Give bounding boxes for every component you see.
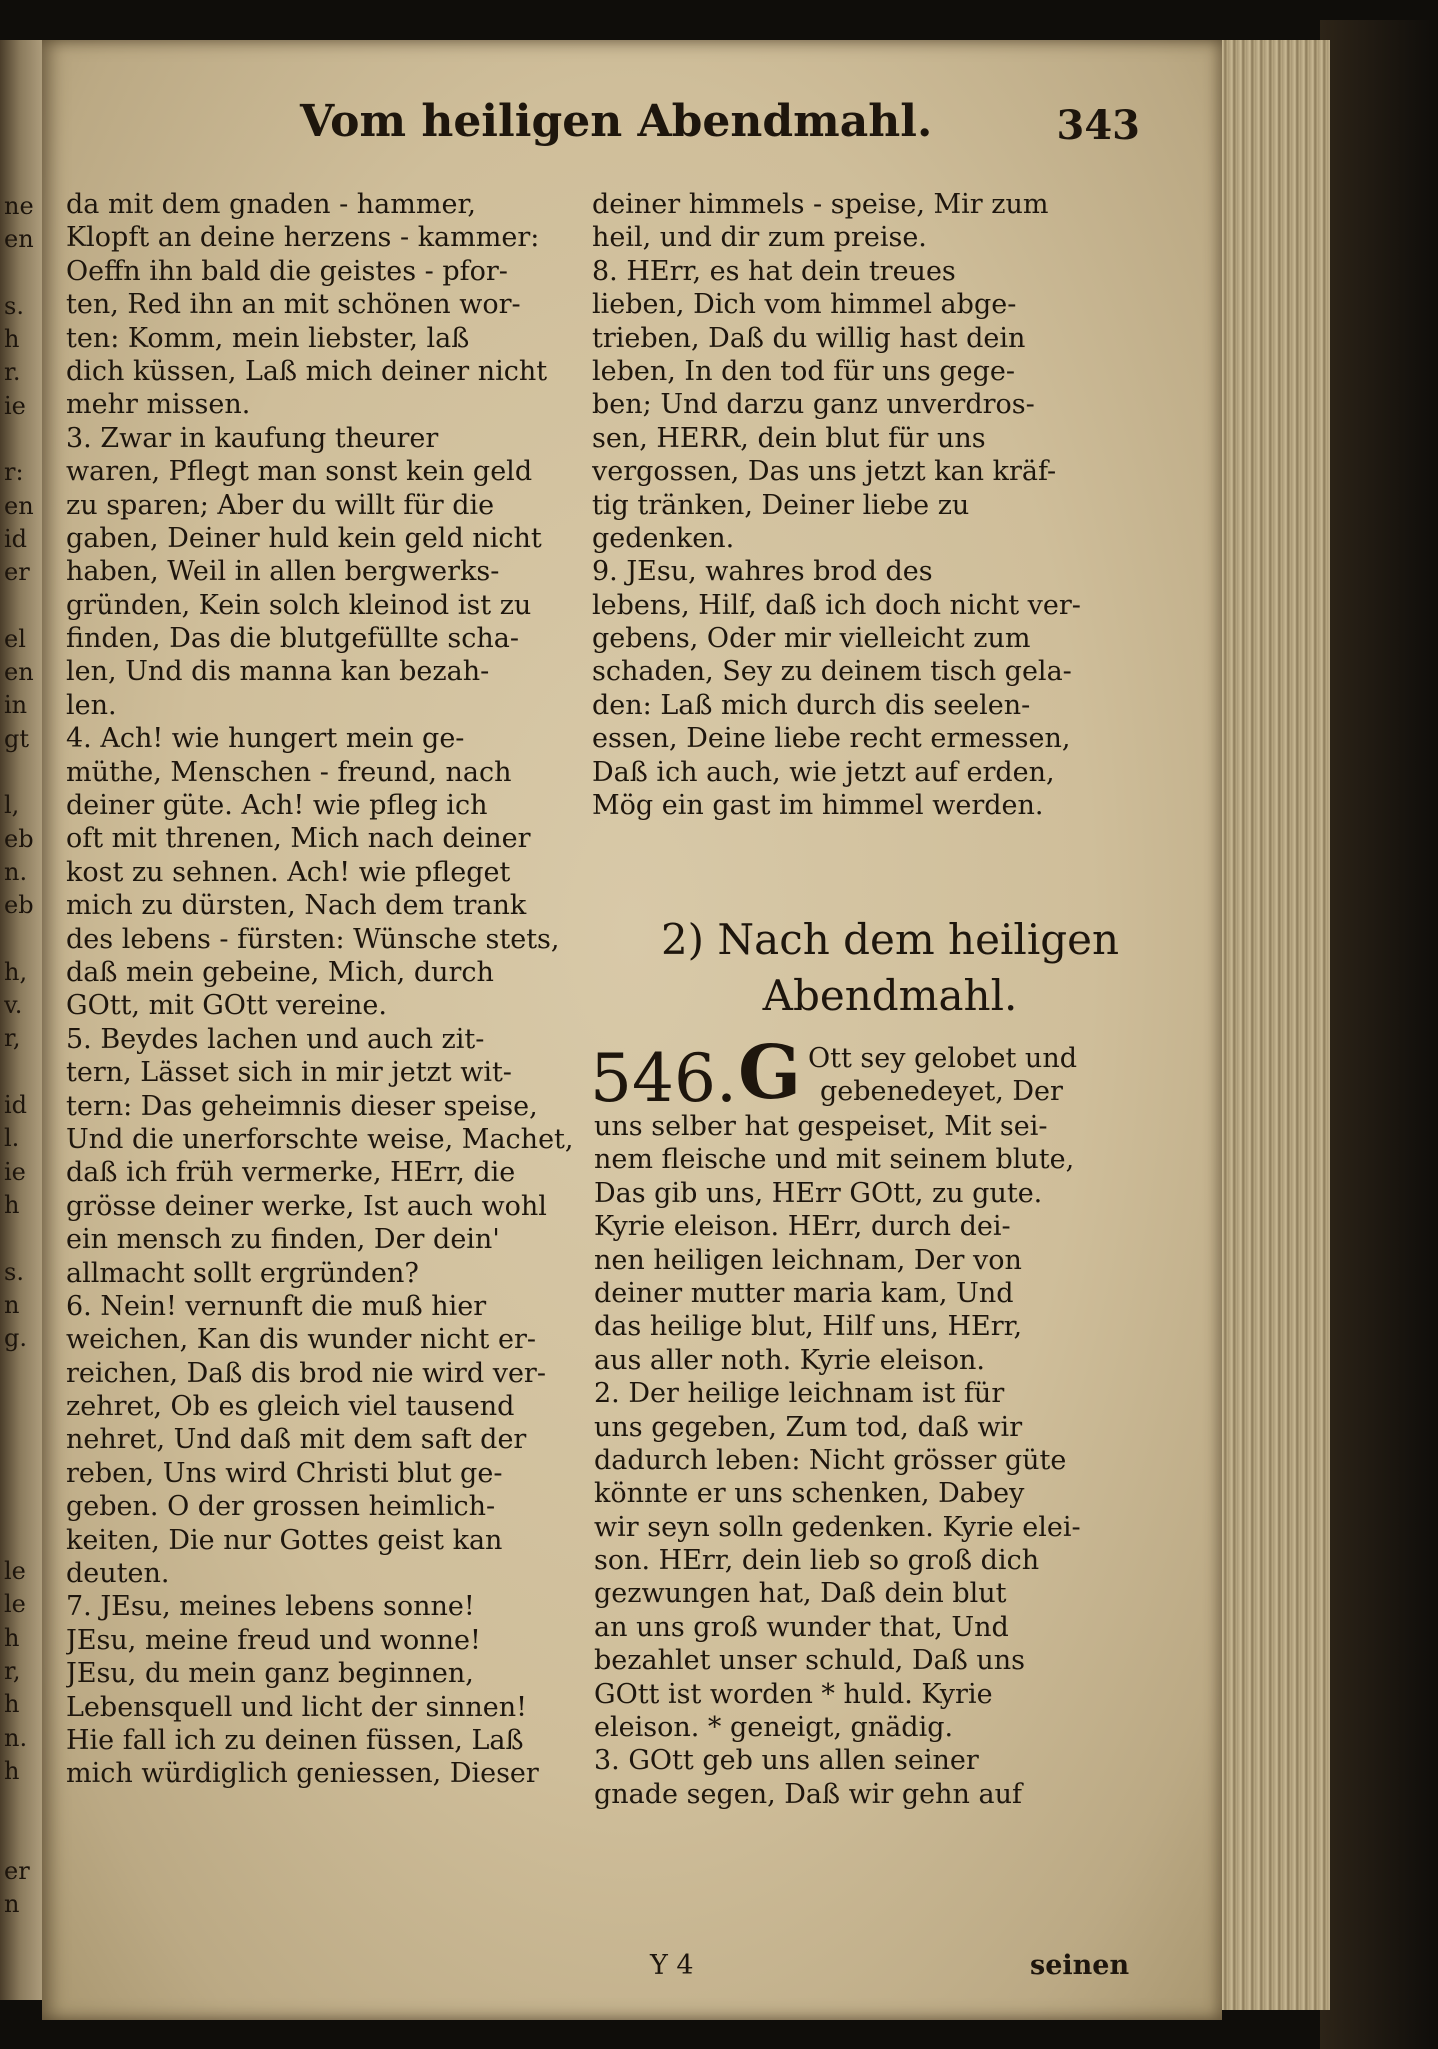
text-line: GOtt, mit GOtt vereine. (66, 990, 387, 1022)
text-line: mich würdiglich geniessen, Dieser (66, 1758, 539, 1790)
margin-fragment: g. (4, 1324, 27, 1353)
text-line: wir seyn solln gedenken. Kyrie elei- (594, 1511, 1081, 1543)
page-number: 343 (1056, 102, 1140, 149)
text-line: gaben, Deiner huld kein geld nicht (66, 522, 542, 554)
section-heading-line-2: Abendmahl. (762, 971, 1018, 1020)
margin-fragment: ne (4, 192, 34, 220)
text-line: 2. Der heilige leichnam ist für (594, 1378, 1005, 1410)
margin-fragment: l, (4, 791, 20, 820)
text-line: Oeffn ihn bald die geistes - pfor- (66, 255, 508, 287)
text-line: deiner himmels - speise, Mir zum (592, 189, 1049, 220)
text-line: JEsu, meine freud und wonne! (66, 1624, 481, 1656)
text-line: leben, In den tod für uns gege- (592, 355, 1016, 387)
text-line: nen heiligen leichnam, Der von (594, 1244, 1022, 1276)
text-line: grösse deiner werke, Ist auch wohl (66, 1190, 547, 1222)
text-line: des lebens - fürsten: Wünsche stets, (66, 923, 560, 955)
text-line: nehret, Und daß mit dem saft der (66, 1424, 527, 1456)
text-line: daß mein gebeine, Mich, durch (66, 956, 494, 988)
text-line: 3. Zwar in kaufung theurer (66, 422, 439, 454)
margin-fragment: eb (4, 891, 34, 920)
text-line: haben, Weil in allen bergwerks- (66, 556, 500, 588)
text-line: gründen, Kein solch kleinod ist zu (66, 589, 532, 621)
margin-fragment: en (4, 225, 34, 254)
text-line: ten, Red ihn an mit schönen wor- (66, 289, 521, 321)
margin-fragment (4, 1355, 44, 1388)
margin-fragment: le (4, 1557, 26, 1586)
margin-fragment: ie (4, 391, 26, 420)
margin-fragment: n. (4, 1723, 28, 1752)
text-line: vergossen, Das uns jetzt kan kräf- (592, 456, 1057, 488)
margin-fragment: h (4, 1623, 20, 1652)
text-line: gezwungen hat, Daß dein blut (594, 1578, 1007, 1610)
text-line: gedenken. (592, 522, 735, 554)
text-line: son. HErr, dein lieb so groß dich (594, 1545, 1040, 1577)
text-line: GOtt ist worden * huld. Kyrie (594, 1678, 993, 1710)
left-column (66, 188, 586, 1791)
previous-page-text-fragments (4, 190, 44, 1921)
margin-fragment: v. (4, 991, 23, 1020)
text-line: len, Und dis manna kan bezah- (66, 656, 490, 688)
text-line: finden, Das die blutgefüllte scha- (66, 623, 519, 655)
text-line: heil, und dir zum preise. (592, 222, 927, 254)
text-line: uns gegeben, Zum tod, daß wir (594, 1411, 1023, 1443)
text-line: 9. JEsu, wahres brod des (592, 556, 933, 588)
margin-fragment: n. (4, 857, 28, 886)
text-line: daß ich früh vermerke, HErr, die (66, 1157, 516, 1189)
hymn-first-lines (808, 1042, 1128, 1109)
text-line: geben. O der grossen heimlich- (66, 1491, 496, 1523)
margin-fragment: h (4, 1190, 20, 1219)
margin-fragment: id (4, 1091, 28, 1120)
hymn-first-line-2: gebenedeyet, Der (820, 1076, 1063, 1108)
book-edge-shadow (1320, 20, 1438, 2049)
signature-mark: Y 4 (650, 1950, 694, 1981)
text-line: sen, HERR, dein blut für uns (592, 422, 986, 454)
margin-fragment: r: (4, 458, 24, 487)
text-line: mehr missen. (66, 389, 251, 421)
right-column-bottom (594, 1110, 1124, 1811)
text-line: zu sparen; Aber du willt für die (66, 489, 495, 521)
text-line: 6. Nein! vernunft die muß hier (66, 1290, 487, 1322)
text-line: mich zu dürsten, Nach dem trank (66, 890, 527, 922)
text-line: Das gib uns, HErr GOtt, zu gute. (594, 1177, 1043, 1209)
text-line: uns selber hat gespeiset, Mit sei- (594, 1111, 1048, 1142)
text-line: zehret, Ob es gleich viel tausend (66, 1391, 515, 1423)
margin-fragment: h, (4, 957, 28, 986)
margin-fragment: en (4, 658, 34, 687)
margin-fragment: eb (4, 824, 34, 853)
text-line: ten: Komm, mein liebster, laß (66, 322, 470, 354)
margin-fragment: l. (4, 1124, 20, 1153)
margin-fragment (4, 1222, 44, 1255)
margin-fragment: en (4, 491, 34, 520)
text-line: das heilige blut, Hilf uns, HErr, (594, 1311, 1023, 1343)
text-line: waren, Pflegt man sonst kein geld (66, 456, 533, 488)
margin-fragment (4, 1389, 44, 1422)
margin-fragment: ie (4, 1157, 26, 1186)
margin-fragment (4, 1455, 44, 1488)
text-line: len. (66, 689, 117, 721)
text-line: deiner güte. Ach! wie pfleg ich (66, 790, 488, 822)
text-line: keiten, Die nur Gottes geist kan (66, 1524, 503, 1556)
margin-fragment: n (4, 1890, 20, 1919)
text-line: an uns groß wunder that, Und (594, 1611, 1009, 1643)
margin-fragment: r. (4, 358, 21, 387)
margin-fragment (4, 423, 44, 456)
text-line: oft mit threnen, Mich nach deiner (66, 823, 531, 855)
margin-fragment (4, 1822, 44, 1855)
hymn-first-line-1: Ott sey gelobet und (808, 1043, 1077, 1074)
text-line: JEsu, du mein ganz beginnen, (66, 1658, 474, 1690)
text-line: dich küssen, Laß mich deiner nicht (66, 355, 548, 387)
margin-fragment (4, 1788, 44, 1821)
text-line: 3. GOtt geb uns allen seiner (594, 1745, 979, 1777)
margin-fragment: le (4, 1590, 26, 1619)
hymn-number: 546. (590, 1040, 737, 1117)
margin-fragment: h (4, 325, 20, 354)
text-line: Daß ich auch, wie jetzt auf erden, (592, 756, 1055, 788)
margin-fragment (4, 1489, 44, 1522)
text-line: reichen, Daß dis brod nie wird ver- (66, 1357, 546, 1389)
text-line: trieben, Daß du willig hast dein (592, 322, 1026, 354)
text-line: reben, Uns wird Christi blut ge- (66, 1457, 503, 1489)
text-line: Hie fall ich zu deinen füssen, Laß (66, 1724, 524, 1756)
text-line: da mit dem gnaden - hammer, (66, 189, 476, 220)
margin-fragment: n (4, 1290, 20, 1319)
text-line: weichen, Kan dis wunder nicht er- (66, 1324, 536, 1356)
margin-fragment (4, 590, 44, 623)
margin-fragment (4, 1422, 44, 1455)
text-line: müthe, Menschen - freund, nach (66, 756, 512, 788)
text-line: ben; Und darzu ganz unverdros- (592, 389, 1035, 421)
text-line: lieben, Dich vom himmel abge- (592, 289, 1017, 321)
text-line: Lebensquell und licht der sinnen! (66, 1691, 528, 1723)
margin-fragment (4, 756, 44, 789)
text-line: 8. HErr, es hat dein treues (592, 255, 956, 287)
text-line: nem fleische und mit seinem blute, (594, 1144, 1075, 1176)
text-line: könnte er uns schenken, Dabey (594, 1478, 1025, 1510)
margin-fragment: s. (4, 291, 24, 320)
text-line: dadurch leben: Nicht grösser güte (594, 1444, 1067, 1476)
margin-fragment: s. (4, 1257, 24, 1286)
catchword: seinen (1030, 1950, 1130, 1981)
margin-fragment: h (4, 1690, 20, 1719)
margin-fragment: id (4, 524, 28, 553)
text-line: ein mensch zu finden, Der dein' (66, 1224, 500, 1256)
text-line: allmacht sollt ergründen? (66, 1257, 419, 1289)
margin-fragment (4, 1522, 44, 1555)
text-line: kost zu sehnen. Ach! wie pfleget (66, 856, 511, 888)
margin-fragment: r, (4, 1657, 21, 1686)
text-line: essen, Deine liebe recht ermessen, (592, 723, 1071, 755)
text-line: den: Laß mich durch dis seelen- (592, 689, 1031, 721)
text-line: tern: Das geheimnis dieser speise, (66, 1090, 538, 1122)
page-edges (1210, 40, 1330, 2010)
right-column-top (592, 188, 1122, 822)
text-line: schaden, Sey zu deinem tisch gela- (592, 656, 1072, 688)
page-title: Vom heiligen Abendmahl. (300, 96, 933, 147)
section-heading (640, 912, 1140, 1024)
text-line: gebens, Oder mir vielleicht zum (592, 623, 1031, 655)
hymn-drop-initial: G (738, 1030, 802, 1116)
margin-fragment (4, 257, 44, 290)
margin-fragment: in (4, 691, 28, 720)
margin-fragment: r, (4, 1024, 21, 1053)
text-line: Mög ein gast im himmel werden. (592, 790, 1044, 822)
text-line: Und die unerforschte weise, Machet, (66, 1123, 574, 1155)
text-line: 5. Beydes lachen und auch zit- (66, 1023, 485, 1055)
text-line: aus aller noth. Kyrie eleison. (594, 1344, 985, 1376)
text-line: Kyrie eleison. HErr, durch dei- (594, 1211, 1011, 1243)
margin-fragment: h (4, 1756, 20, 1785)
text-line: tig tränken, Deiner liebe zu (592, 489, 970, 521)
text-line: lebens, Hilf, daß ich doch nicht ver- (592, 589, 1081, 621)
margin-fragment (4, 1056, 44, 1089)
text-line: bezahlet unser schuld, Daß uns (594, 1645, 1025, 1677)
margin-fragment: el (4, 624, 26, 653)
section-heading-line-1: 2) Nach dem heiligen (660, 915, 1120, 964)
margin-fragment (4, 923, 44, 956)
text-line: gnade segen, Daß wir gehn auf (594, 1778, 1022, 1810)
text-line: tern, Lässet sich in mir jetzt wit- (66, 1057, 512, 1089)
text-line: Klopft an deine herzens - kammer: (66, 222, 540, 254)
margin-fragment: gt (4, 724, 30, 753)
margin-fragment: er (4, 1856, 30, 1885)
margin-fragment: er (4, 558, 30, 587)
text-line: deiner mutter maria kam, Und (594, 1277, 1014, 1309)
text-line: 4. Ach! wie hungert mein ge- (66, 723, 465, 755)
text-line: 7. JEsu, meines lebens sonne! (66, 1591, 475, 1623)
text-line: eleison. * geneigt, gnädig. (594, 1712, 954, 1744)
text-line: deuten. (66, 1558, 170, 1590)
